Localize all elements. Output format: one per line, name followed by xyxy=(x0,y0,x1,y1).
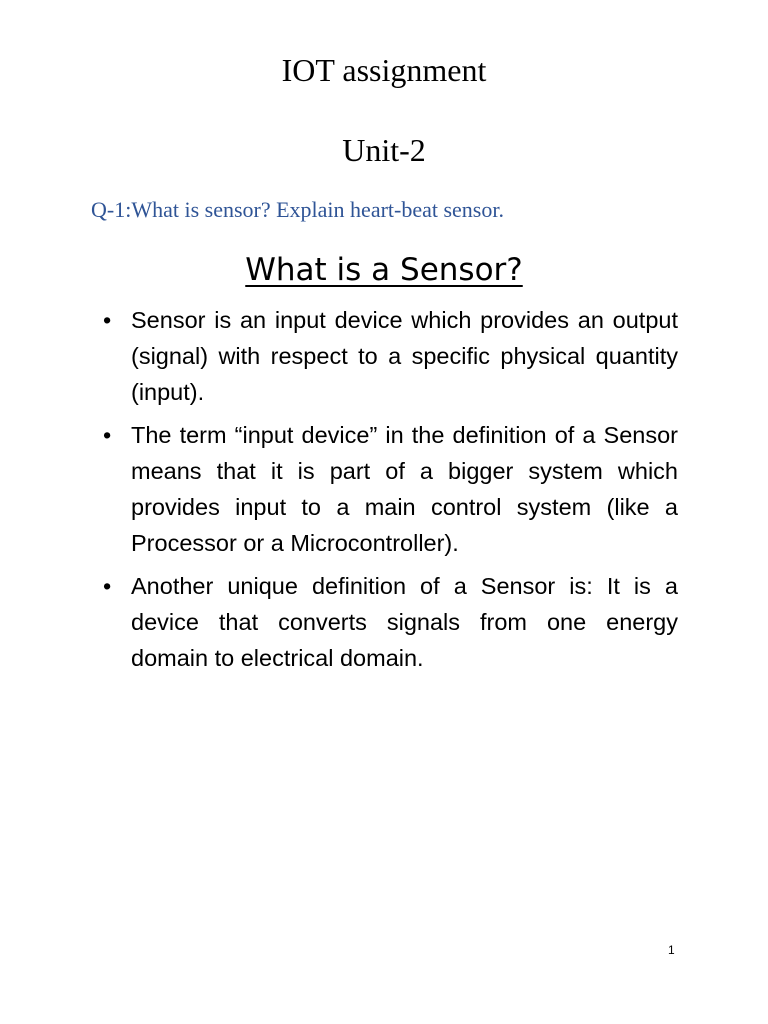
page-number: 1 xyxy=(668,943,675,957)
bullet-item xyxy=(103,302,678,410)
bullet-list xyxy=(103,302,678,683)
bullet-dot-icon: • xyxy=(103,307,112,333)
unit-heading: Unit-2 xyxy=(342,132,426,168)
bullet-text: The term “input device” in the definition of a Sensor means that it is part of a bigger system which provides input to a main control system (like a Processor or a Microcontroller). xyxy=(131,422,678,556)
bullet-item xyxy=(103,568,678,676)
bullet-dot-icon: • xyxy=(103,422,112,448)
bullet-text: Sensor is an input device which provides an output (signal) with respect to a specific physical quantity (input). xyxy=(131,307,678,405)
question-text: Q-1:What is sensor? Explain heart-beat sensor. xyxy=(91,197,504,222)
slide-heading xyxy=(0,248,768,292)
bullet-text: Another unique definition of a Sensor is: It is a device that converts signals from one energy domain to electrical domain. xyxy=(131,573,678,671)
bullet-item xyxy=(103,417,678,561)
document-title: IOT assignment xyxy=(281,52,487,88)
slide-heading-text: What is a Sensor? xyxy=(245,252,523,288)
bullet-dot-icon: • xyxy=(103,573,112,599)
